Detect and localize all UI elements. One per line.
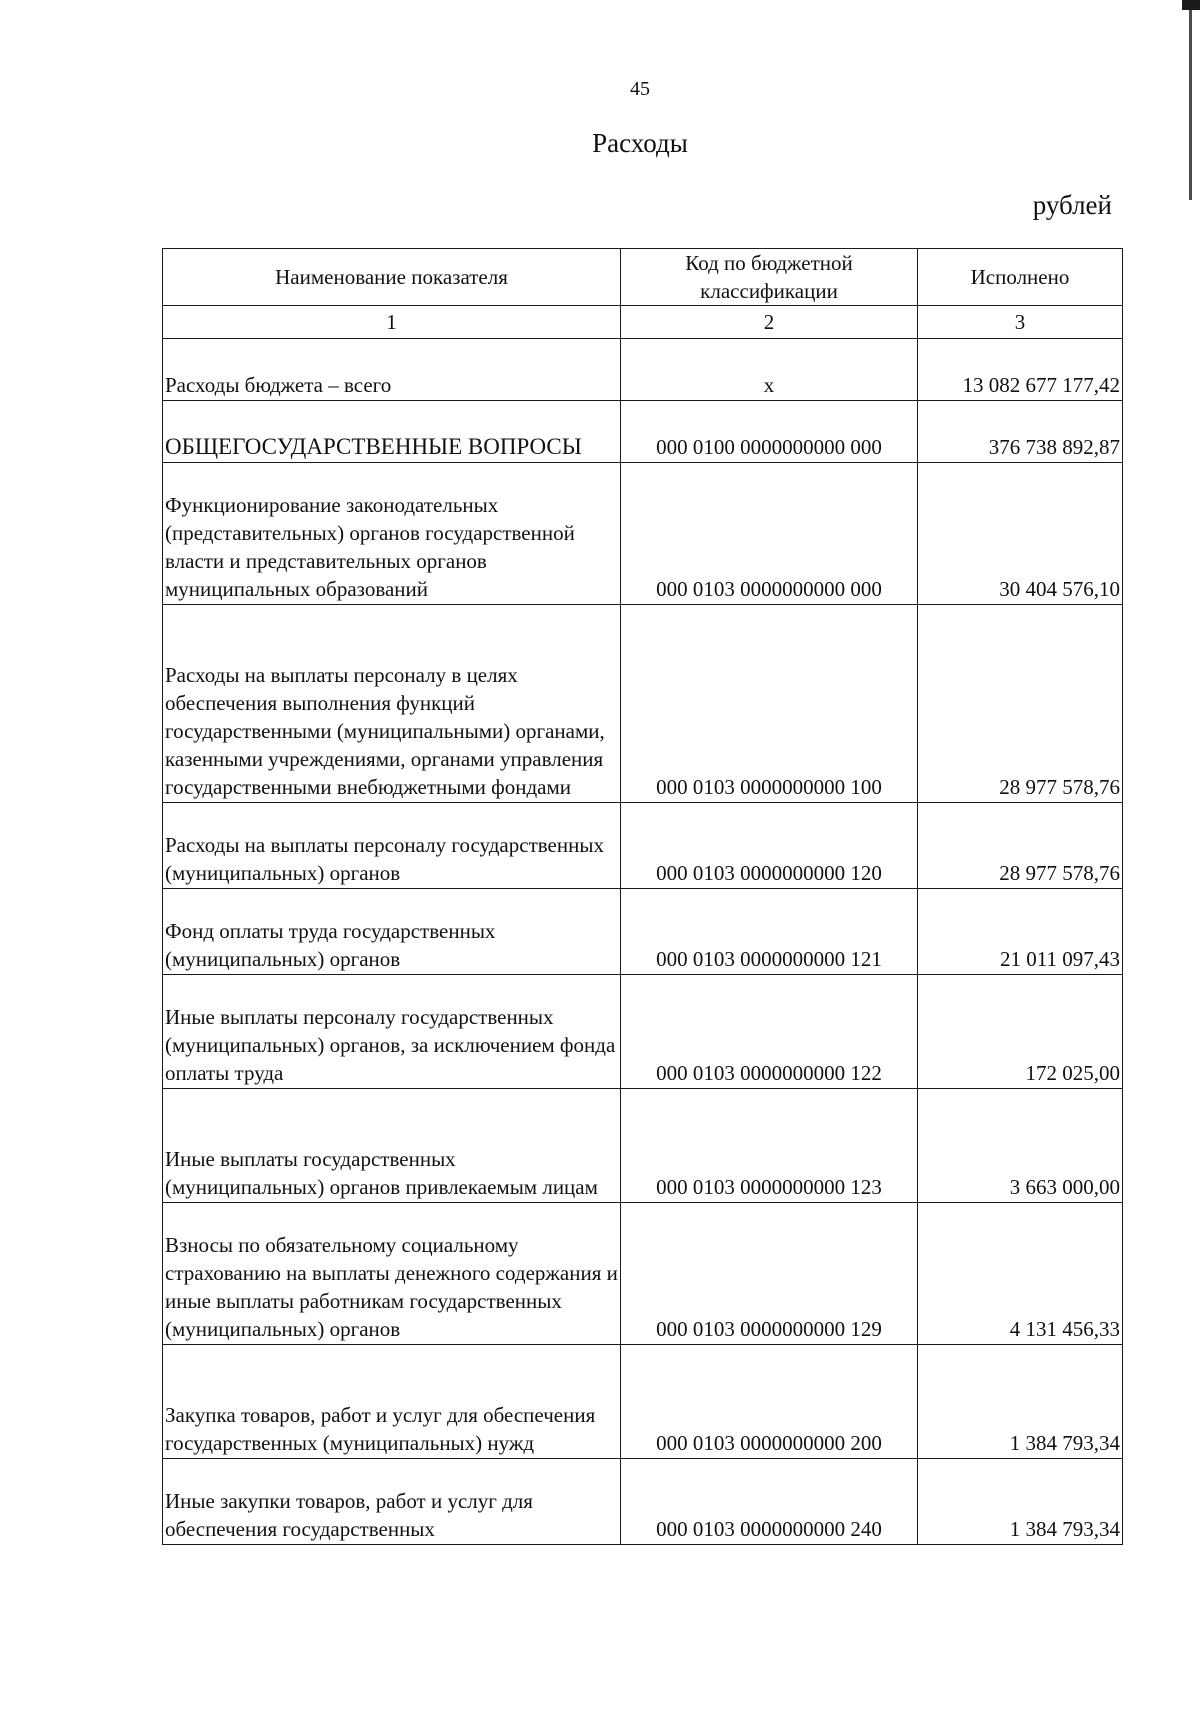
row-code: 000 0103 0000000000 100 [621, 605, 918, 803]
table-row [163, 605, 1123, 803]
row-amount: 1 384 793,34 [918, 1345, 1123, 1459]
page-title: Расходы [592, 128, 688, 158]
row-code: х [621, 339, 918, 401]
row-name: Расходы на выплаты персоналу государственных (муниципальных) органов [163, 803, 621, 889]
row-code: 000 0100 0000000000 000 [621, 401, 918, 463]
table-row [163, 401, 1123, 463]
column-number: 3 [918, 306, 1123, 339]
column-number-row [163, 306, 1123, 339]
page-number: 45 [630, 78, 650, 100]
units-label: рублей [1032, 190, 1112, 220]
expenses-table [162, 248, 1123, 1545]
table-row [163, 1345, 1123, 1459]
row-amount: 28 977 578,76 [918, 803, 1123, 889]
table-row [163, 463, 1123, 605]
row-code: 000 0103 0000000000 129 [621, 1203, 918, 1345]
row-name: Иные закупки товаров, работ и услуг для обеспечения государственных [163, 1459, 621, 1545]
row-code: 000 0103 0000000000 123 [621, 1089, 918, 1203]
table-row [163, 975, 1123, 1089]
row-code: 000 0103 0000000000 000 [621, 463, 918, 605]
row-name: ОБЩЕГОСУДАРСТВЕННЫЕ ВОПРОСЫ [163, 401, 621, 463]
row-amount: 172 025,00 [918, 975, 1123, 1089]
row-amount: 30 404 576,10 [918, 463, 1123, 605]
row-amount: 1 384 793,34 [918, 1459, 1123, 1545]
row-name: Иные выплаты государственных (муниципальных) органов привлекаемым лицам [163, 1089, 621, 1203]
row-name: Функционирование законодательных (представительных) органов государственной власти и представительных органов муниципальных образований [163, 463, 621, 605]
row-name: Расходы на выплаты персоналу в целях обеспечения выполнения функций государственными (муниципальными) органами, казенными учреждениями, органами управления государственными внебюджетными фондами [163, 605, 621, 803]
table-row [163, 1089, 1123, 1203]
header-code: Код по бюджетной классификации [621, 249, 918, 306]
row-name: Иные выплаты персоналу государственных (муниципальных) органов, за исключением фонда оплаты труда [163, 975, 621, 1089]
row-amount: 13 082 677 177,42 [918, 339, 1123, 401]
row-amount: 21 011 097,43 [918, 889, 1123, 975]
column-number: 2 [621, 306, 918, 339]
row-code: 000 0103 0000000000 121 [621, 889, 918, 975]
row-name: Фонд оплаты труда государственных (муниципальных) органов [163, 889, 621, 975]
row-code: 000 0103 0000000000 122 [621, 975, 918, 1089]
row-name: Расходы бюджета – всего [163, 339, 621, 401]
table-row [163, 339, 1123, 401]
table-row [163, 1203, 1123, 1345]
row-amount: 28 977 578,76 [918, 605, 1123, 803]
row-amount: 376 738 892,87 [918, 401, 1123, 463]
table-row [163, 1459, 1123, 1545]
row-name: Закупка товаров, работ и услуг для обеспечения государственных (муниципальных) нужд [163, 1345, 621, 1459]
column-number: 1 [163, 306, 621, 339]
row-code: 000 0103 0000000000 200 [621, 1345, 918, 1459]
row-name: Взносы по обязательному социальному страхованию на выплаты денежного содержания и иные выплаты работникам государственных (муниципальных) органов [163, 1203, 621, 1345]
scan-edge-line [1189, 10, 1192, 200]
row-code: 000 0103 0000000000 240 [621, 1459, 918, 1545]
scan-edge-mark [1182, 0, 1200, 10]
row-code: 000 0103 0000000000 120 [621, 803, 918, 889]
row-amount: 4 131 456,33 [918, 1203, 1123, 1345]
table-row [163, 889, 1123, 975]
header-amount: Исполнено [918, 249, 1123, 306]
table-header-row [163, 249, 1123, 306]
row-amount: 3 663 000,00 [918, 1089, 1123, 1203]
header-name: Наименование показателя [163, 249, 621, 306]
table-row [163, 803, 1123, 889]
